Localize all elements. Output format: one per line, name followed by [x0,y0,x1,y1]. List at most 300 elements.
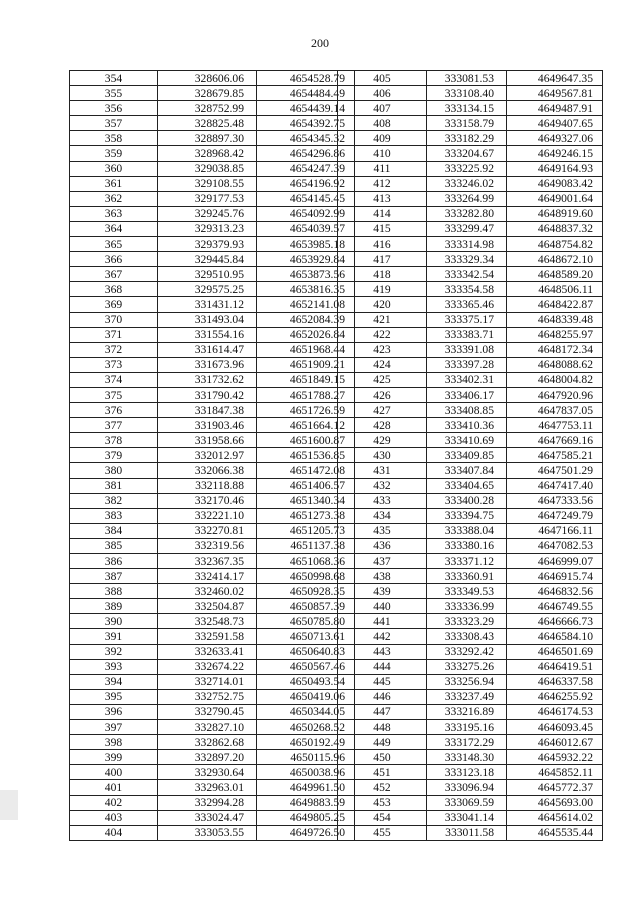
y-coordinate-cell: 4646012.67 [507,735,603,750]
x-coordinate-cell: 332752.75 [158,689,257,704]
table-row [70,357,355,372]
x-coordinate-cell: 333246.02 [427,176,507,191]
y-coordinate-cell: 4646174.53 [507,704,603,719]
table-row [338,795,603,810]
table-row [338,493,603,508]
y-coordinate-cell: 4650785.80 [257,614,355,629]
y-coordinate-cell: 4649407.65 [507,116,603,131]
point-number-cell: 375 [70,387,158,402]
table-row [338,101,603,116]
x-coordinate-cell: 332414.17 [158,569,257,584]
point-number-cell: 369 [70,297,158,312]
table-row [338,659,603,674]
point-number-cell: 355 [70,86,158,101]
x-coordinate-cell: 333408.85 [427,403,507,418]
y-coordinate-cell: 4651909.21 [257,357,355,372]
table-row [338,297,603,312]
table-row [338,554,603,569]
point-number-cell: 411 [338,161,427,176]
y-coordinate-cell: 4648506.11 [507,282,603,297]
point-number-cell: 441 [338,614,427,629]
x-coordinate-cell: 333299.47 [427,221,507,236]
table-row [70,735,355,750]
x-coordinate-cell: 332790.45 [158,704,257,719]
table-row [70,478,355,493]
table-row [338,463,603,478]
point-number-cell: 373 [70,357,158,372]
point-number-cell: 372 [70,342,158,357]
table-row [338,704,603,719]
y-coordinate-cell: 4646832.56 [507,584,603,599]
y-coordinate-cell: 4654196.92 [257,176,355,191]
x-coordinate-cell: 333314.98 [427,237,507,252]
point-number-cell: 386 [70,554,158,569]
y-coordinate-cell: 4650192.49 [257,735,355,750]
table-row [70,342,355,357]
y-coordinate-cell: 4651788.27 [257,387,355,402]
y-coordinate-cell: 4651340.34 [257,493,355,508]
y-coordinate-cell: 4654392.75 [257,116,355,131]
table-row [338,508,603,523]
y-coordinate-cell: 4651536.85 [257,448,355,463]
table-row [338,750,603,765]
point-number-cell: 358 [70,131,158,146]
x-coordinate-cell: 331847.38 [158,403,257,418]
y-coordinate-cell: 4650713.61 [257,629,355,644]
table-row [338,433,603,448]
table-row [70,252,355,267]
table-row [338,538,603,553]
point-number-cell: 445 [338,674,427,689]
y-coordinate-cell: 4647501.29 [507,463,603,478]
x-coordinate-cell: 329038.85 [158,161,257,176]
point-number-cell: 452 [338,780,427,795]
table-row [70,463,355,478]
table-row [338,523,603,538]
table-row [338,267,603,282]
table-row [338,161,603,176]
point-number-cell: 383 [70,508,158,523]
x-coordinate-cell: 332633.41 [158,644,257,659]
y-coordinate-cell: 4645772.37 [507,780,603,795]
table-row [338,810,603,825]
point-number-cell: 410 [338,146,427,161]
point-number-cell: 397 [70,720,158,735]
x-coordinate-cell: 333134.15 [427,101,507,116]
point-number-cell: 361 [70,176,158,191]
point-number-cell: 449 [338,735,427,750]
point-number-cell: 436 [338,538,427,553]
y-coordinate-cell: 4651968.44 [257,342,355,357]
point-number-cell: 393 [70,659,158,674]
x-coordinate-cell: 332548.73 [158,614,257,629]
y-coordinate-cell: 4645852.11 [507,765,603,780]
point-number-cell: 407 [338,101,427,116]
y-coordinate-cell: 4654247.39 [257,161,355,176]
y-coordinate-cell: 4650344.05 [257,704,355,719]
y-coordinate-cell: 4654092.99 [257,206,355,221]
y-coordinate-cell: 4651205.73 [257,523,355,538]
y-coordinate-cell: 4651406.57 [257,478,355,493]
x-coordinate-cell: 333081.53 [427,71,507,86]
y-coordinate-cell: 4648422.87 [507,297,603,312]
point-number-cell: 396 [70,704,158,719]
table-row [338,674,603,689]
table-row [338,584,603,599]
x-coordinate-cell: 332591.58 [158,629,257,644]
table-row [338,221,603,236]
y-coordinate-cell: 4647837.05 [507,403,603,418]
point-number-cell: 406 [338,86,427,101]
x-coordinate-cell: 333323.29 [427,614,507,629]
point-number-cell: 401 [70,780,158,795]
table-row [338,689,603,704]
y-coordinate-cell: 4653816.35 [257,282,355,297]
table-row [70,71,355,86]
x-coordinate-cell: 331673.96 [158,357,257,372]
table-row [70,584,355,599]
y-coordinate-cell: 4648589.20 [507,267,603,282]
table-row [70,387,355,402]
y-coordinate-cell: 4648672.10 [507,252,603,267]
point-number-cell: 362 [70,191,158,206]
x-coordinate-cell: 333329.34 [427,252,507,267]
point-number-cell: 435 [338,523,427,538]
x-coordinate-cell: 331493.04 [158,312,257,327]
point-number-cell: 424 [338,357,427,372]
x-coordinate-cell: 333069.59 [427,795,507,810]
y-coordinate-cell: 4646915.74 [507,569,603,584]
table-row [70,538,355,553]
table-row [70,554,355,569]
y-coordinate-cell: 4650115.96 [257,750,355,765]
table-row [338,237,603,252]
table-row [338,71,603,86]
x-coordinate-cell: 332460.02 [158,584,257,599]
point-number-cell: 440 [338,599,427,614]
coordinates-table-right [337,70,603,841]
point-number-cell: 439 [338,584,427,599]
point-number-cell: 447 [338,704,427,719]
table-row [338,342,603,357]
x-coordinate-cell: 328752.99 [158,101,257,116]
point-number-cell: 366 [70,252,158,267]
point-number-cell: 419 [338,282,427,297]
y-coordinate-cell: 4650640.83 [257,644,355,659]
point-number-cell: 417 [338,252,427,267]
y-coordinate-cell: 4652084.39 [257,312,355,327]
table-row [338,720,603,735]
point-number-cell: 371 [70,327,158,342]
x-coordinate-cell: 333225.92 [427,161,507,176]
x-coordinate-cell: 332066.38 [158,463,257,478]
point-number-cell: 432 [338,478,427,493]
point-number-cell: 416 [338,237,427,252]
point-number-cell: 448 [338,720,427,735]
x-coordinate-cell: 331614.47 [158,342,257,357]
x-coordinate-cell: 329510.95 [158,267,257,282]
y-coordinate-cell: 4652026.84 [257,327,355,342]
y-coordinate-cell: 4651849.15 [257,372,355,387]
y-coordinate-cell: 4646093.45 [507,720,603,735]
point-number-cell: 385 [70,538,158,553]
y-coordinate-cell: 4654345.32 [257,131,355,146]
y-coordinate-cell: 4647417.40 [507,478,603,493]
y-coordinate-cell: 4650419.06 [257,689,355,704]
y-coordinate-cell: 4646999.07 [507,554,603,569]
y-coordinate-cell: 4651068.36 [257,554,355,569]
x-coordinate-cell: 333375.17 [427,312,507,327]
y-coordinate-cell: 4653985.18 [257,237,355,252]
point-number-cell: 403 [70,810,158,825]
point-number-cell: 359 [70,146,158,161]
y-coordinate-cell: 4651273.38 [257,508,355,523]
x-coordinate-cell: 332270.81 [158,523,257,538]
y-coordinate-cell: 4647333.56 [507,493,603,508]
x-coordinate-cell: 333024.47 [158,810,257,825]
y-coordinate-cell: 4648088.62 [507,357,603,372]
page-number: 200 [311,36,329,50]
x-coordinate-cell: 333041.14 [427,810,507,825]
point-number-cell: 414 [338,206,427,221]
x-coordinate-cell: 333354.58 [427,282,507,297]
point-number-cell: 381 [70,478,158,493]
y-coordinate-cell: 4654296.86 [257,146,355,161]
x-coordinate-cell: 328968.42 [158,146,257,161]
x-coordinate-cell: 333182.29 [427,131,507,146]
y-coordinate-cell: 4647669.16 [507,433,603,448]
point-number-cell: 420 [338,297,427,312]
y-coordinate-cell: 4654528.79 [257,71,355,86]
x-coordinate-cell: 333394.75 [427,508,507,523]
x-coordinate-cell: 329177.53 [158,191,257,206]
table-row [70,116,355,131]
y-coordinate-cell: 4650268.52 [257,720,355,735]
y-coordinate-cell: 4648004.82 [507,372,603,387]
table-row [338,614,603,629]
point-number-cell: 367 [70,267,158,282]
point-number-cell: 418 [338,267,427,282]
point-number-cell: 446 [338,689,427,704]
y-coordinate-cell: 4648172.34 [507,342,603,357]
table-row [70,493,355,508]
table-row [338,312,603,327]
table-row [70,825,355,840]
table-row [338,357,603,372]
y-coordinate-cell: 4648339.48 [507,312,603,327]
point-number-cell: 429 [338,433,427,448]
y-coordinate-cell: 4650567.46 [257,659,355,674]
table-row [70,569,355,584]
point-number-cell: 425 [338,372,427,387]
x-coordinate-cell: 333256.94 [427,674,507,689]
x-coordinate-cell: 333282.80 [427,206,507,221]
y-coordinate-cell: 4646337.58 [507,674,603,689]
y-coordinate-cell: 4648754.82 [507,237,603,252]
y-coordinate-cell: 4647753.11 [507,418,603,433]
point-number-cell: 392 [70,644,158,659]
x-coordinate-cell: 333406.17 [427,387,507,402]
table-row [70,297,355,312]
table-row [70,810,355,825]
point-number-cell: 376 [70,403,158,418]
x-coordinate-cell: 328897.30 [158,131,257,146]
y-coordinate-cell: 4645693.00 [507,795,603,810]
table-row [70,614,355,629]
table-row [338,569,603,584]
y-coordinate-cell: 4649726.50 [257,825,355,840]
scan-artifact [0,790,18,820]
y-coordinate-cell: 4649805.25 [257,810,355,825]
x-coordinate-cell: 333409.85 [427,448,507,463]
x-coordinate-cell: 333172.29 [427,735,507,750]
x-coordinate-cell: 333195.16 [427,720,507,735]
y-coordinate-cell: 4649961.50 [257,780,355,795]
x-coordinate-cell: 333204.67 [427,146,507,161]
x-coordinate-cell: 329245.76 [158,206,257,221]
x-coordinate-cell: 333108.40 [427,86,507,101]
point-number-cell: 428 [338,418,427,433]
x-coordinate-cell: 332963.01 [158,780,257,795]
y-coordinate-cell: 4649647.35 [507,71,603,86]
point-number-cell: 408 [338,116,427,131]
table-row [338,599,603,614]
point-number-cell: 402 [70,795,158,810]
x-coordinate-cell: 333342.54 [427,267,507,282]
x-coordinate-cell: 333360.91 [427,569,507,584]
y-coordinate-cell: 4649327.06 [507,131,603,146]
y-coordinate-cell: 4649567.81 [507,86,603,101]
x-coordinate-cell: 333096.94 [427,780,507,795]
x-coordinate-cell: 333410.36 [427,418,507,433]
point-number-cell: 387 [70,569,158,584]
x-coordinate-cell: 333400.28 [427,493,507,508]
table-row [338,146,603,161]
y-coordinate-cell: 4650857.39 [257,599,355,614]
table-row [338,644,603,659]
point-number-cell: 389 [70,599,158,614]
table-row [70,237,355,252]
table-row [338,191,603,206]
table-row [338,735,603,750]
point-number-cell: 360 [70,161,158,176]
x-coordinate-cell: 333407.84 [427,463,507,478]
point-number-cell: 454 [338,810,427,825]
table-row [70,765,355,780]
x-coordinate-cell: 333308.43 [427,629,507,644]
table-row [70,750,355,765]
x-coordinate-cell: 328679.85 [158,86,257,101]
x-coordinate-cell: 329445.84 [158,252,257,267]
table-row [70,221,355,236]
x-coordinate-cell: 333216.89 [427,704,507,719]
x-coordinate-cell: 333292.42 [427,644,507,659]
table-row [70,599,355,614]
point-number-cell: 394 [70,674,158,689]
point-number-cell: 356 [70,101,158,116]
x-coordinate-cell: 333397.28 [427,357,507,372]
point-number-cell: 388 [70,584,158,599]
point-number-cell: 423 [338,342,427,357]
y-coordinate-cell: 4652141.08 [257,297,355,312]
point-number-cell: 357 [70,116,158,131]
y-coordinate-cell: 4649164.93 [507,161,603,176]
y-coordinate-cell: 4650928.35 [257,584,355,599]
table-row [70,689,355,704]
table-row [338,765,603,780]
y-coordinate-cell: 4651472.08 [257,463,355,478]
y-coordinate-cell: 4646255.92 [507,689,603,704]
table-row [70,795,355,810]
x-coordinate-cell: 332170.46 [158,493,257,508]
x-coordinate-cell: 333148.30 [427,750,507,765]
point-number-cell: 444 [338,659,427,674]
x-coordinate-cell: 333349.53 [427,584,507,599]
x-coordinate-cell: 332319.56 [158,538,257,553]
table-row [70,191,355,206]
x-coordinate-cell: 332118.88 [158,478,257,493]
table-row [70,448,355,463]
table-row [70,146,355,161]
y-coordinate-cell: 4654484.49 [257,86,355,101]
point-number-cell: 370 [70,312,158,327]
y-coordinate-cell: 4650038.96 [257,765,355,780]
table-row [338,825,603,840]
y-coordinate-cell: 4645932.22 [507,750,603,765]
table-row [70,508,355,523]
table-row [70,327,355,342]
x-coordinate-cell: 332504.87 [158,599,257,614]
y-coordinate-cell: 4653873.56 [257,267,355,282]
x-coordinate-cell: 329575.25 [158,282,257,297]
x-coordinate-cell: 333402.31 [427,372,507,387]
table-row [70,780,355,795]
point-number-cell: 382 [70,493,158,508]
y-coordinate-cell: 4654439.14 [257,101,355,116]
x-coordinate-cell: 333011.58 [427,825,507,840]
y-coordinate-cell: 4645535.44 [507,825,603,840]
point-number-cell: 453 [338,795,427,810]
point-number-cell: 450 [338,750,427,765]
y-coordinate-cell: 4651137.38 [257,538,355,553]
y-coordinate-cell: 4648255.97 [507,327,603,342]
point-number-cell: 451 [338,765,427,780]
table-row [70,282,355,297]
point-number-cell: 442 [338,629,427,644]
y-coordinate-cell: 4653929.84 [257,252,355,267]
point-number-cell: 404 [70,825,158,840]
table-row [70,131,355,146]
y-coordinate-cell: 4654145.45 [257,191,355,206]
point-number-cell: 379 [70,448,158,463]
x-coordinate-cell: 333158.79 [427,116,507,131]
table-row [338,629,603,644]
y-coordinate-cell: 4651600.87 [257,433,355,448]
y-coordinate-cell: 4646666.73 [507,614,603,629]
table-row [70,161,355,176]
table-row [338,282,603,297]
table-row [70,720,355,735]
x-coordinate-cell: 329313.23 [158,221,257,236]
x-coordinate-cell: 333275.26 [427,659,507,674]
y-coordinate-cell: 4647585.21 [507,448,603,463]
y-coordinate-cell: 4650998.68 [257,569,355,584]
table-row [70,372,355,387]
table-row [70,523,355,538]
point-number-cell: 421 [338,312,427,327]
y-coordinate-cell: 4646501.69 [507,644,603,659]
table-row [338,448,603,463]
